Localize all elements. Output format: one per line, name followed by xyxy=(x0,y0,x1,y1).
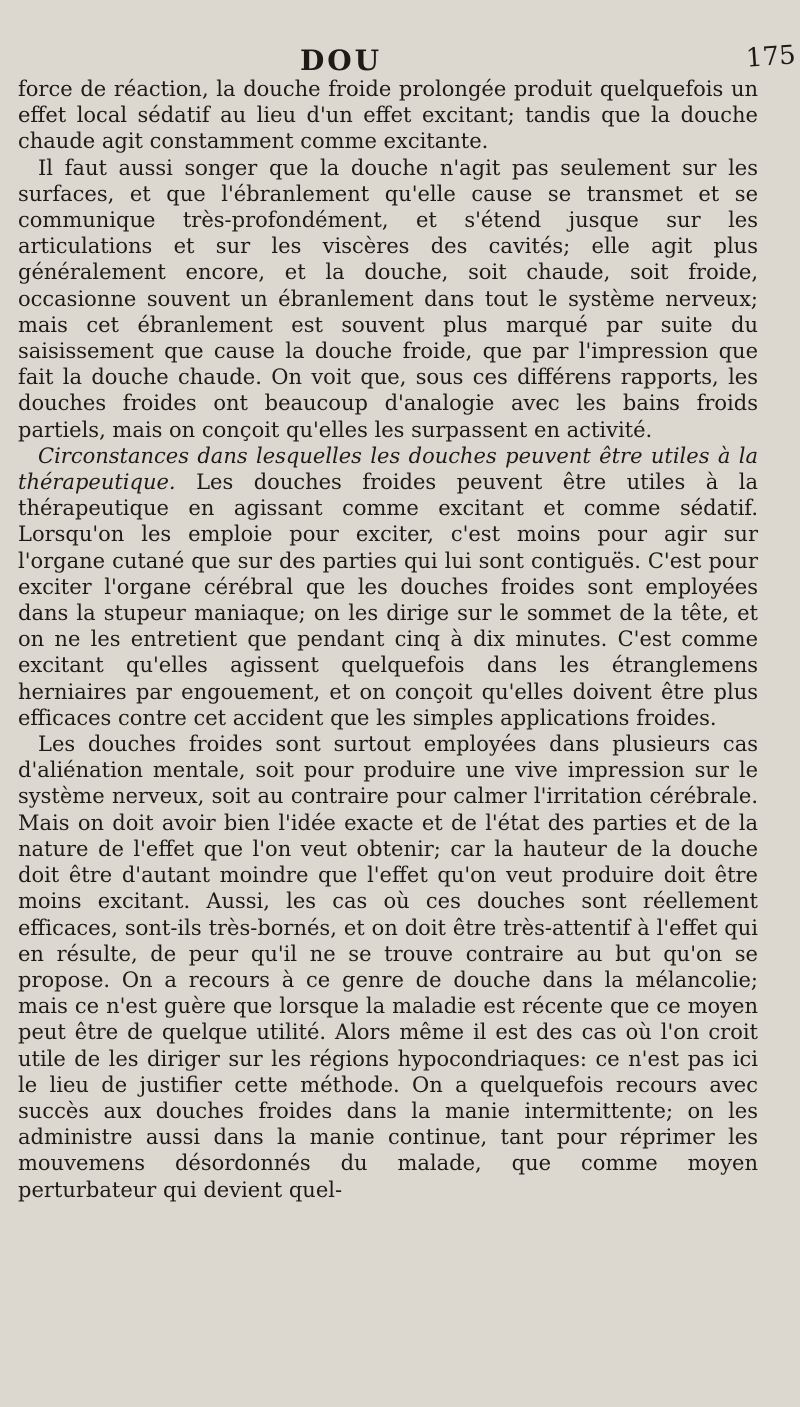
running-head: DOU xyxy=(300,44,383,77)
paragraph-2: Il faut aussi songer que la douche n'agit pas seulement sur les surfaces, et que l'ébranlement qu'elle cause se transmet et se communique très-profondément, et s'étend jusque sur les articulations et sur les viscères des cavités; elle agit plus généralement encore, et la douche, soit chaude, soit froide, occasionne souvent un ébranlement dans tout le système nerveux; mais cet ébranlement est souvent plus marqué par suite du saisissement que cause la douche froide, que par l'impression que fait la douche chaude. On voit que, sous ces différens rapports, les douches froides ont beaucoup d'analogie avec les bains froids partiels, mais on conçoit qu'elles les surpassent en activité. xyxy=(18,155,758,442)
section-heading: Circonstances dans lesquelles les douches peuvent être utiles à la thérapeutique. xyxy=(18,443,758,495)
page-number: 175 xyxy=(745,40,797,74)
text-body xyxy=(18,76,758,1203)
paragraph-1: force de réaction, la douche froide prolongée produit quelquefois un effet local sédatif au lieu d'un effet excitant; tandis que la douche chaude agit constamment comme excitante. xyxy=(18,77,758,154)
paragraph-3 xyxy=(18,443,758,731)
paragraph-4: Les douches froides sont surtout employées dans plusieurs cas d'aliénation mentale, soit pour produire une vive impression sur le système nerveux, soit au contraire pour calmer l'irritation cérébrale. Mais on doit avoir bien l'idée exacte et de l'état des parties et de la nature de l'effet que l'on veut obtenir; car la hauteur de la douche doit être d'autant moindre que l'effet qu'on veut produire doit être moins excitant. Aussi, les cas où ces douches sont réellement efficaces, sont-ils très-bornés, et on doit être très-attentif à l'effet qui en résulte, de peur qu'il ne se trouve contraire au but qu'on se propose. On a recours à ce genre de douche dans la mélancolie; mais ce n'est guère que lorsque la maladie est récente que ce moyen peut être de quelque utilité. Alors même il est des cas où l'on croit utile de les diriger sur les régions hypocondriaques: ce n'est pas ici le lieu de justifier cette méthode. On a quelquefois recours avec succès aux douches froides dans la manie intermittente; on les administre aussi dans la manie continue, tant pour réprimer les mouvemens désordonnés du malade, que comme moyen perturbateur qui devient quel- xyxy=(18,732,758,1202)
page-header xyxy=(0,38,800,78)
paragraph-3-body: Les douches froides peuvent être utiles à la thérapeutique en agissant comme excitant et comme sédatif. Lorsqu'on les emploie pour exciter, c'est moins pour agir sur l'organe cutané que sur des parties qui lui sont contiguës. C'est pour exciter l'organe cérébral que les douches froides sont employées dans la stupeur maniaque; on les dirige sur le sommet de la tête, et on ne les entretient que pendant cinq à dix minutes. C'est comme excitant qu'elles agissent quelquefois dans les étranglemens herniaires par engouement, et on conçoit qu'elles doivent être plus efficaces contre cet accident que les simples applications froides. xyxy=(18,470,758,730)
